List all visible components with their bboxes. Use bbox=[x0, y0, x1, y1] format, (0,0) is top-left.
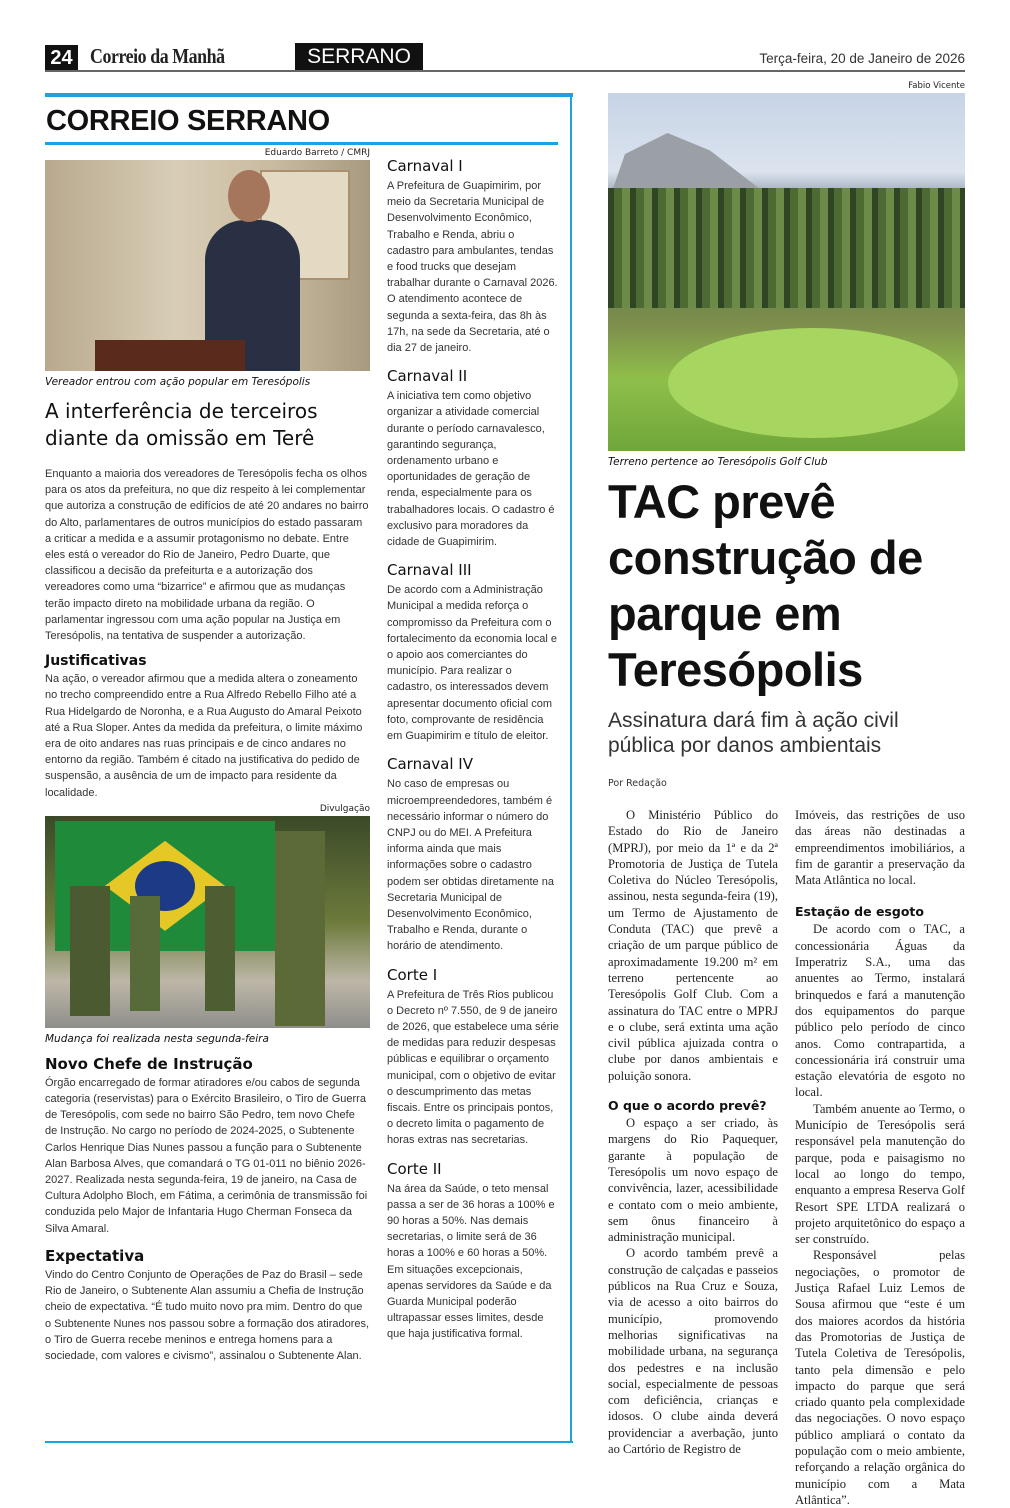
photo-golf-course bbox=[608, 93, 965, 451]
note-title: Carnaval I bbox=[387, 157, 463, 175]
photo-caption: Terreno pertence ao Teresópolis Golf Club bbox=[608, 456, 828, 468]
column-text-2 bbox=[45, 1055, 370, 1364]
photo-caption: Mudança foi realizada nesta segunda-feira bbox=[45, 1032, 269, 1045]
newspaper-logo: Correio da Manhã bbox=[90, 44, 225, 68]
note-carnaval-2 bbox=[387, 367, 559, 550]
note-text: A Prefeitura de Guapimirim, por meio da Secretaria Municipal de Desenvolvimento Econômico, Trabalho e Renda, abriu o cadastro para ambulantes, tendas e food trucks que desejam trabalhar durante o Carnaval 2026. O atendimento acontece de segunda a sexta-feira, das 8h às 17h, na sede da Secretaria, até o dia 27 de janeiro. bbox=[387, 180, 558, 355]
paragraph: Órgão encarregado de formar atiradores e/ou cabos de segunda categoria (reservistas) para o Exército Brasileiro, o Tiro de Guerra de Teresópolis, com sede no bairro São Pedro, tem novo Chefe de Instrução. No cargo no período de 2024-2025, o Subtenente Carlos Henrique Dias Nunes passou a função para o Subtenente Alan Barbosa Alves, que comandará o TG 01-011 no biênio 2026-2027. Realizada nesta segunda-feira, 19 de janeiro, na Casa de Cultura Adolpho Bloch, em Fátima, a cerimônia de transmissão foi conduzida pelo Major de Infantaria Hugo Cherman Fonseca da Silva Amaral. bbox=[45, 1076, 368, 1235]
article-deck: Assinatura dará fim à ação civil pública por danos ambientais bbox=[608, 709, 899, 757]
subheading: Estação de esgoto bbox=[795, 904, 924, 920]
note-carnaval-4 bbox=[387, 755, 559, 954]
issue-date: Terça-feira, 20 de Janeiro de 2026 bbox=[759, 51, 965, 66]
note-title: Corte I bbox=[387, 965, 438, 984]
paragraph-continued: Imóveis, das restrições de uso das áreas não destinadas a empreendimentos imobiliários, a fim de garantir a preservação da Mata Atlântica no local. bbox=[795, 808, 965, 888]
note-text: De acordo com a Administração Municipal a medida reforça o compromisso da Prefeitura com o fortalecimento da economia local e o apoio aos comerciantes do município. Para realizar o cadastro, os interessados devem apresentar documento oficial com foto, comprovante de residência em Guapimirim e título de eleitor. bbox=[387, 584, 557, 743]
photo-credit: Fabio Vicente bbox=[908, 81, 965, 91]
note-carnaval-3 bbox=[387, 561, 559, 744]
column-box-right bbox=[570, 93, 572, 1443]
note-corte-1 bbox=[387, 966, 559, 1149]
column-title-rule bbox=[45, 142, 558, 145]
article-body-col2 bbox=[795, 807, 965, 1508]
note-carnaval-1 bbox=[387, 157, 559, 356]
article-headline: TAC prevê construção de parque em Teresópolis bbox=[608, 475, 923, 696]
note-corte-2 bbox=[387, 1160, 559, 1343]
paragraph: De acordo com o TAC, a concessionária Águas da Imperatriz S.A., uma das anuentes ao Termo, instalará brinquedos e fará a manutenção dos equipamentos do parque público pelo período de cinco anos. Como contrapartida, a concessionária irá construir uma estação elevatória de esgoto no local. bbox=[795, 922, 965, 1100]
paragraph: O espaço a ser criado, às margens do Rio Paquequer, garante à população de Teresópolis um novo espaço de convivência, lazer, acessibilidade e contato com o meio ambiente, sem ônus financeiro à administração municipal. bbox=[608, 1116, 778, 1245]
note-text: No caso de empresas ou microempreendedores, também é necessário informar o número do CNPJ ou do MEI. A Prefeitura informa ainda que mais informações sobre o cadastro podem ser obtidas diretamente na Secretaria Municipal de Desenvolvimento Econômico, Trabalho e Renda, durante o horário de atendimento. bbox=[387, 778, 554, 953]
paragraph: Enquanto a maioria dos vereadores de Teresópolis fecha os olhos para os atos da prefeitura, no que diz respeito à lei complementar que autoriza a construção de edifícios de até 20 andares no bairro do Alto, parlamentares de outros municípios do estado passaram a criticar a medida e a assumir protagonismo no debate. Entre eles está o vereador do Rio de Janeiro, Pedro Duarte, que classificou a decisão da prefeiturta e a autorização dos vereadores como uma “bizarrice” e afirmou que as mudanças terão impacto direto na mobilidade urbana da região. O parlamentar ingressou com uma ação popular na Justiça em Teresópolis, na tentativa de suspender a autorização. bbox=[45, 468, 369, 643]
article-body-col1 bbox=[608, 807, 778, 1457]
column-title: CORREIO SERRANO bbox=[46, 105, 330, 137]
header-rule bbox=[45, 70, 965, 72]
section-label: SERRANO bbox=[295, 43, 423, 71]
left-column bbox=[45, 148, 370, 1364]
photo-caption: Vereador entrou com ação popular em Teresópolis bbox=[45, 376, 311, 388]
note-title: Corte II bbox=[387, 1159, 442, 1178]
column-box-bottom bbox=[45, 1441, 573, 1443]
note-title: Carnaval III bbox=[387, 561, 472, 580]
column-box-top bbox=[45, 93, 573, 97]
photo-credit: Divulgação bbox=[319, 803, 370, 814]
note-title: Carnaval II bbox=[387, 367, 468, 386]
article-body bbox=[608, 807, 965, 1508]
page-number: 24 bbox=[45, 45, 78, 71]
note-title: Carnaval IV bbox=[387, 755, 473, 774]
subheading: Justificativas bbox=[45, 653, 147, 670]
subheading: Expectativa bbox=[45, 1246, 145, 1265]
note-text: Na área da Saúde, o teto mensal passa a ser de 36 horas a 100% e 90 horas a 50%. Nas demais secretarias, o limite será de 36 horas a 100% e 60 horas a 50%. Em situações excepcionais, apenas servidores da Saúde e da Guarda Municipal poderão ultrapassar esses limites, desde que haja justificativa formal. bbox=[387, 1182, 555, 1341]
paragraph: Na ação, o vereador afirmou que a medida altera o zoneamento no trecho compreendido entre a Rua Alfredo Rebello Filho até a Rua Hidelgardo de Noronha, e a Rua Augusto do Amaral Peixoto até a Rua Sloper. Antes da medida da prefeitura, o limite máximo era de oito andares nas ruas principais e de cinco andares no entorno da região. Também é citado na justificativa do pedido de suspensão, a ausência de um de impacto para residente da localidade. bbox=[45, 673, 363, 799]
paragraph: Também anuente ao Termo, o Município de Teresópolis será responsável pela manutenção do parque, poda e paisagismo no local ao longo do tempo, enquanto a empresa Reserva Golf Resort SPE LTDA realizará o projeto arquitetônico do espaço a ser construído. bbox=[795, 1101, 965, 1247]
column-headline: A interferência de terceiros diante da omissão em Terê bbox=[45, 399, 318, 450]
byline: Por Redação bbox=[608, 778, 667, 789]
subheading: Novo Chefe de Instrução bbox=[45, 1054, 253, 1073]
photo-credit: Eduardo Barreto / CMRJ bbox=[264, 148, 370, 158]
photo-councilman-speaking bbox=[45, 160, 370, 371]
note-text: A iniciativa tem como objetivo organizar a atividade comercial durante o período carnavalesco, garantindo segurança, ordenamento urbano e oportunidades de geração de renda, especialmente para os trabalhadores locais. O cadastro é exclusivo para moradores da cidade de Guapimirim. bbox=[387, 390, 555, 549]
notes-column bbox=[387, 157, 559, 1354]
photo-military-ceremony bbox=[45, 816, 370, 1028]
paragraph: O Ministério Público do Estado do Rio de Janeiro (MPRJ), por meio da 1ª e da 2ª Promotoria de Justiça de Tutela Coletiva do Núcleo Teresópolis, assinou, nesta segunda-feira (19), um Termo de Ajustamento de Conduta (TAC) que prevê a criação de um parque público de aproximadamente 19.200 m² em terreno pertencente ao Teresópolis Golf Club. Com a assinatura do TAC entre o MPRJ e o clube, será extinta uma ação civil pública ajuizada contra o clube por danos ambientais e poluição sonora. bbox=[608, 808, 778, 1083]
paragraph: Vindo do Centro Conjunto de Operações de Paz do Brasil – sede Rio de Janeiro, o Subtenente Alan assumiu a Chefia de Instrução cheio de expectativa. “É tudo muito novo pra mim. Dentro do que o Subtenente Nunes nos passou sobre a formação dos atiradores, o Tiro de Guerra recebe meninos e entrega homens para a sociedade, com valores e civismo”, assinalou o Subtenente Alan. bbox=[45, 1268, 370, 1362]
subheading: O que o acordo prevê? bbox=[608, 1098, 767, 1114]
paragraph: Responsável pelas negociações, o promotor de Justiça Rafael Luiz Lemos de Sousa afirmou que “este é um dos maiores acordos da história das Promotorias de Justiça de Tutela Coletiva de Teresópolis, tanto pela dimensão e pelo impacto do parque que será criado quanto pela complexidade das negociações. O novo espaço público ampliará o contato da população com o meio ambiente, reforçando a relação orgânica do município com a Mata Atlântica”. bbox=[795, 1248, 965, 1507]
paragraph: O acordo também prevê a construção de calçadas e passeios públicos na Rua Cruz e Souza, via de acesso a oito bairros do município, promovendo melhorias significativas na mobilidade urbana, na segurança dos pedestres e na inclusão social, especialmente de pessoas com deficiência, crianças e idosos. O clube ainda deverá providenciar a averbação, junto ao Cartório de Registro de bbox=[608, 1246, 778, 1456]
column-text bbox=[45, 466, 370, 801]
main-article bbox=[608, 81, 965, 1508]
note-text: A Prefeitura de Três Rios publicou o Decreto nº 7.550, de 9 de janeiro de 2026, que estabelece uma série de medidas para reduzir despesas públicas e equilibrar o orçamento municipal, com o objetivo de evitar o descumprimento das metas fiscais. Entre os principais pontos, o decreto limita o pagamento de horas extras nas secretarias. bbox=[387, 988, 559, 1147]
